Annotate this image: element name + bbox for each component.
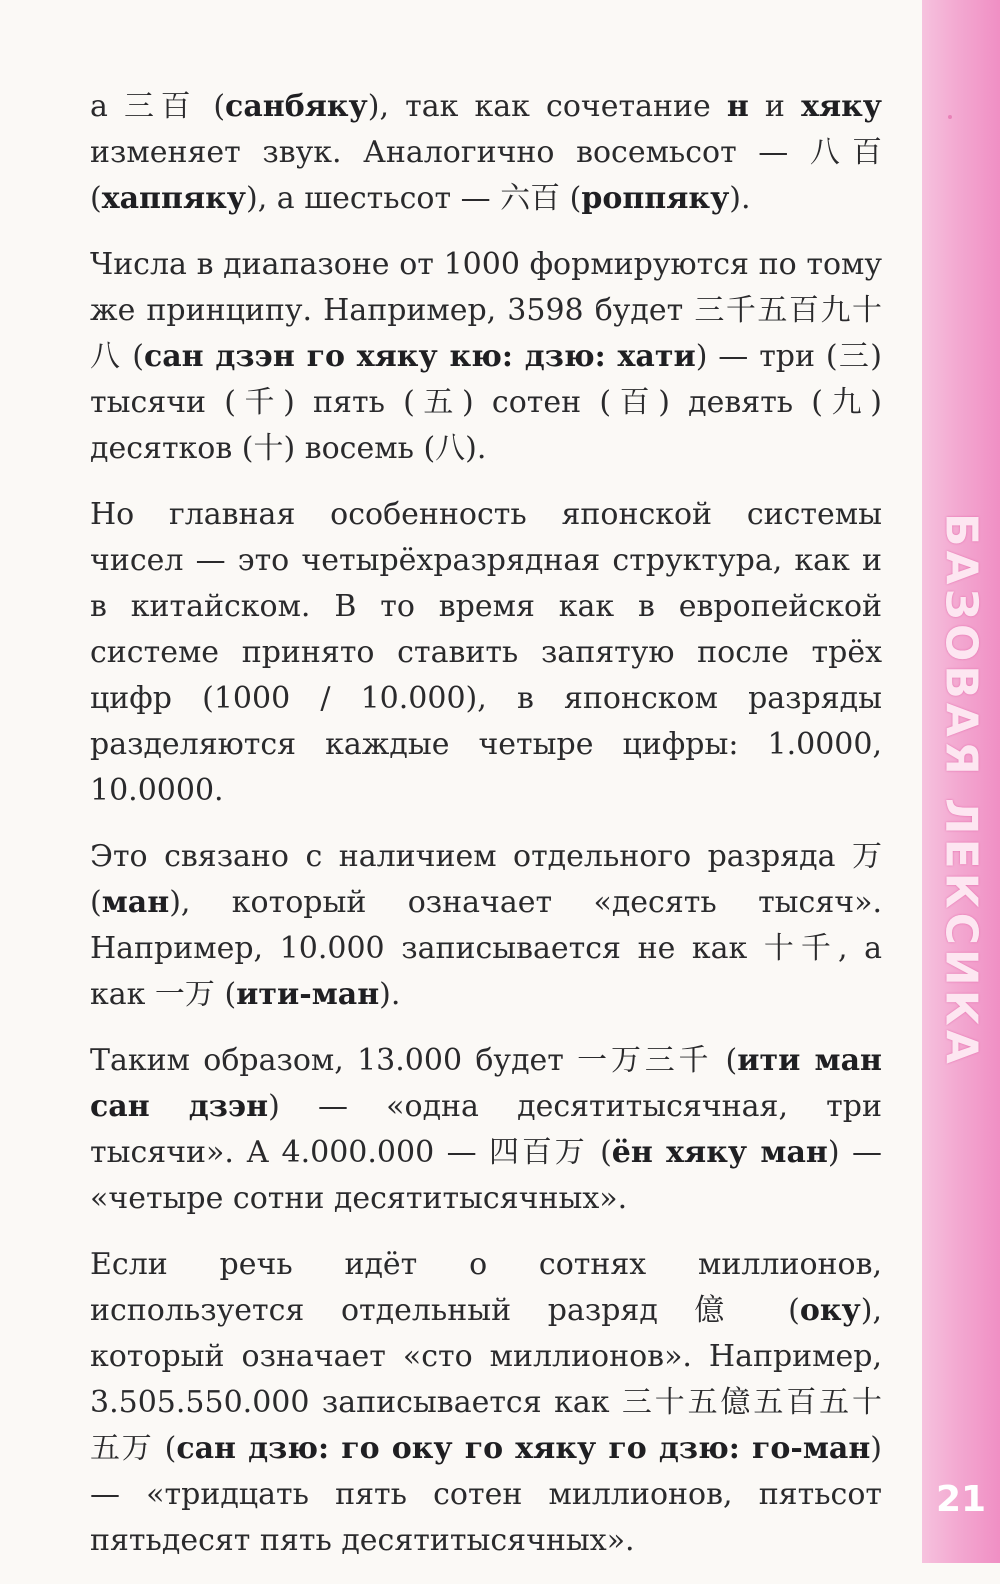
section-title-text: БАЗОВАЯ ЛЕКСИКА <box>935 512 987 1068</box>
text-run: и <box>748 89 802 124</box>
text-run: ), который означает «десять тысяч». Например, 10.000 записывается не как 十千, а как 一万 ( <box>90 885 882 1012</box>
text-run: ), а шестьсот — 六百 ( <box>246 181 582 216</box>
text-run: ). <box>379 977 401 1012</box>
text-run: Числа в диапазоне от 1000 формируются по тому же принципу. Например, 3598 будет 三千五百九十八 ( <box>90 247 882 374</box>
text-run: ) — «одна десятитысячная, три тысячи». А 4.000.000 — 四百万 ( <box>90 1089 882 1170</box>
bold-term: ити ман сан дзэн <box>90 1043 883 1124</box>
bold-term: оку <box>799 1293 861 1328</box>
text-run: ), который означает «сто миллионов». Например, 3.505.550.000 записывается как 三十五億五百五十五万 ( <box>90 1293 882 1466</box>
bold-term: сан дзю: го оку го хяку го дзю: го-ман <box>176 1431 871 1466</box>
paragraph-5 <box>90 1038 882 1222</box>
paragraph-2 <box>90 242 882 472</box>
text-run: Таким образом, 13.000 будет 一万三千 ( <box>90 1043 738 1078</box>
decorative-dot <box>948 115 952 119</box>
section-title <box>922 512 1000 1068</box>
text-run: Это связано с наличием отдельного разряда 万 ( <box>90 839 882 920</box>
text-run: ) — три (三) тысячи (千) пять (五) сотен (百) девять (九) десятков (十) восемь (八). <box>90 339 882 466</box>
bold-term: хаппяку <box>101 181 246 216</box>
bold-term: сан дзэн го хяку кю: дзю: хати <box>143 339 696 374</box>
text-run: ), так как сочетание <box>367 89 727 124</box>
paragraph-3 <box>90 492 882 814</box>
text-run: изменяет звук. Аналогично восемьсот — 八百 ( <box>90 135 882 216</box>
bold-term: ён хяку ман <box>611 1135 828 1170</box>
text-run: ) — «тридцать пять сотен миллионов, пятьсот пятьдесят пять десятитысячных». <box>90 1431 882 1558</box>
paragraph-6 <box>90 1242 882 1564</box>
body-text <box>90 84 882 1584</box>
text-run: а 三百 ( <box>90 89 226 124</box>
bold-term: роппяку <box>581 181 730 216</box>
text-run: ). <box>729 181 751 216</box>
bold-term: санбяку <box>225 89 368 124</box>
paragraph-4 <box>90 834 882 1018</box>
bold-term: ити-ман <box>236 977 380 1012</box>
bold-term: хяку <box>801 89 882 124</box>
bold-term: н <box>726 89 749 124</box>
paragraph-1 <box>90 84 882 222</box>
page-number: 21 <box>935 1479 987 1520</box>
text-run: Но главная особенность японской системы чисел — это четырёхразрядная структура, как и в китайском. В то время как в европейской системе принято ставить запятую после трёх цифр (1000 / 10.000), в японском разряды разделяются каждые четыре цифры: 1.0000, 10.0000. <box>90 497 882 808</box>
bold-term: ман <box>101 885 170 920</box>
text-run: Если речь идёт о сотнях миллионов, используется отдельный разряд 億 ( <box>90 1247 882 1328</box>
text-run: ) — «четыре сотни десятитысячных». <box>90 1135 882 1216</box>
